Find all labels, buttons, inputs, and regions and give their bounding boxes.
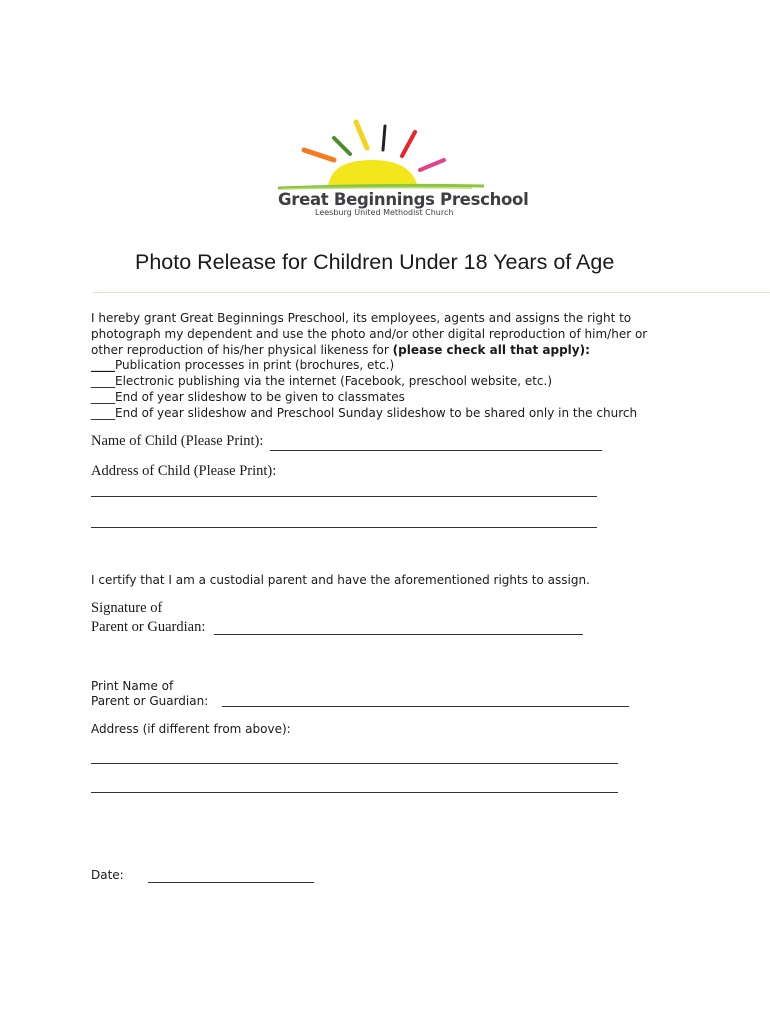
logo-name: Great Beginnings Preschool [278, 190, 529, 209]
signature-label-line-2: Parent or Guardian: [91, 619, 206, 635]
child-address-line-1[interactable] [91, 496, 597, 497]
check-instruction: (please check all that apply): [392, 343, 590, 357]
print-name-label-line-1: Print Name of [91, 679, 174, 693]
intro-line-1: I hereby grant Great Beginnings Preschool, its employees, agents and assigns the right to [91, 311, 632, 325]
intro-line-2: photograph my dependent and use the photo and/or other digital reproduction of him/her or [91, 327, 648, 341]
ray-yellow [356, 122, 367, 148]
checkbox-blank[interactable]: ____ [91, 406, 115, 420]
signature-field[interactable] [214, 634, 583, 635]
print-name-field[interactable] [222, 706, 629, 707]
print-name-label-line-2: Parent or Guardian: [91, 694, 209, 708]
ray-red [402, 132, 415, 156]
address-different-line-1[interactable] [91, 763, 618, 764]
title-divider [93, 292, 770, 293]
page-title: Photo Release for Children Under 18 Years of Age [135, 250, 615, 274]
checkbox-blank[interactable]: ____ [91, 390, 115, 404]
ray-black [383, 126, 385, 150]
ray-orange [304, 150, 334, 160]
child-address-line-2[interactable] [91, 527, 597, 528]
intro-line-3: other reproduction of his/her physical likeness for (please check all that apply): [91, 343, 590, 357]
child-name-label: Name of Child (Please Print): [91, 433, 264, 449]
logo-subtitle: Leesburg United Methodist Church [315, 208, 454, 217]
option-print[interactable]: ____Publication processes in print (brochures, etc.) [91, 358, 395, 372]
date-field[interactable] [148, 882, 314, 883]
child-address-label: Address of Child (Please Print): [91, 463, 277, 479]
checkbox-blank[interactable]: ____ [91, 374, 115, 388]
date-label: Date: [91, 868, 124, 882]
address-different-line-2[interactable] [91, 792, 618, 793]
certify-statement: I certify that I am a custodial parent and have the aforementioned rights to assign. [91, 573, 590, 587]
ray-green [334, 138, 350, 154]
child-name-field[interactable] [270, 450, 602, 451]
option-church[interactable]: ____End of year slideshow and Preschool Sunday slideshow to be shared only in the church [91, 406, 638, 420]
sun [328, 160, 418, 188]
option-classmates[interactable]: ____End of year slideshow to be given to classmates [91, 390, 405, 404]
signature-label-line-1: Signature of [91, 600, 163, 616]
address-different-label: Address (if different from above): [91, 722, 291, 736]
option-internet[interactable]: ____Electronic publishing via the internet (Facebook, preschool website, etc.) [91, 374, 553, 388]
ray-pink [420, 160, 444, 170]
checkbox-blank[interactable]: ____ [91, 358, 115, 372]
